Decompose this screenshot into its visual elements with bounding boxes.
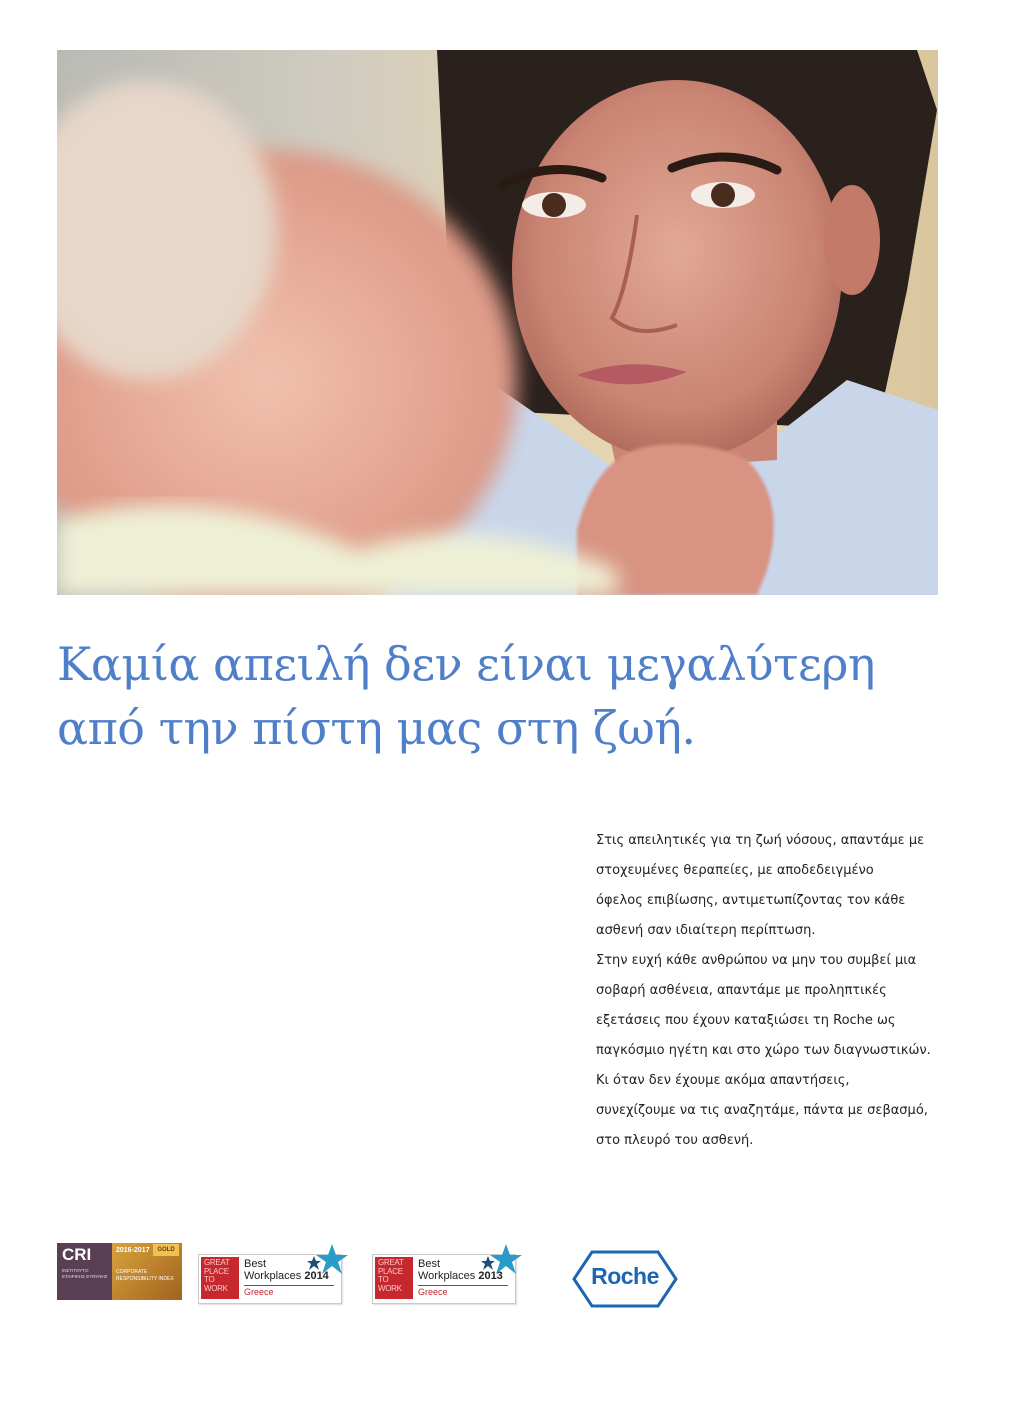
headline-line-1: Καμία απειλή δεν είναι μεγαλύτερη xyxy=(57,637,875,691)
stars-icon xyxy=(476,1244,522,1278)
body-line: όφελος επιβίωσης, αντιμετωπίζοντας τον κάθε xyxy=(596,893,906,908)
cri-years: 2016-2017 xyxy=(116,1247,150,1254)
cri-subtitle: ΙΝΣΤΙΤΟΥΤΟ ΕΤΑΙΡΙΚΗΣ ΕΥΘΥΝΗΣ xyxy=(62,1268,108,1279)
body-line: στοχευμένες θεραπείες, με αποδεδειγμένο xyxy=(596,863,874,878)
cri-title: CRI xyxy=(62,1245,92,1264)
gptw-2013-logo xyxy=(372,1248,520,1304)
body-line: σοβαρή ασθένεια, απαντάμε με προληπτικές xyxy=(596,983,887,998)
gptw-country: Greece xyxy=(418,1287,448,1297)
body-copy xyxy=(596,826,956,1156)
gptw-red-badge: GREAT PLACE TO WORK xyxy=(201,1257,239,1299)
headline-line-2: από την πίστη μας στη ζωή. xyxy=(57,701,696,755)
body-line: εξετάσεις που έχουν καταξιώσει τη Roche ως xyxy=(596,1013,896,1028)
gptw-2014-logo xyxy=(198,1248,346,1304)
gptw-best: Best xyxy=(244,1258,267,1270)
cri-rank-badge: GOLD xyxy=(153,1244,179,1256)
body-line: ασθενή σαν ιδιαίτερη περίπτωση. xyxy=(596,923,816,938)
stars-icon xyxy=(302,1244,348,1278)
gptw-year: 2013 xyxy=(478,1270,503,1282)
cri-dark-panel xyxy=(57,1243,112,1300)
body-line: Κι όταν δεν έχουμε ακόμα απαντήσεις, xyxy=(596,1073,850,1088)
cri-index-label: CORPORATE RESPONSIBILITY INDEX xyxy=(116,1269,174,1282)
roche-logo xyxy=(572,1249,678,1309)
gptw-country: Greece xyxy=(244,1287,274,1297)
cri-logo xyxy=(57,1243,182,1300)
body-line: στο πλευρό του ασθενή. xyxy=(596,1133,754,1148)
gptw-year: 2014 xyxy=(304,1270,329,1282)
gptw-red-badge: GREAT PLACE TO WORK xyxy=(375,1257,413,1299)
body-line: συνεχίζουμε να τις αναζητάμε, πάντα με σεβασμό, xyxy=(596,1103,928,1118)
gptw-divider xyxy=(418,1285,508,1286)
roche-wordmark: Roche xyxy=(591,1263,659,1289)
hero-photo xyxy=(57,50,938,595)
gptw-workplaces: Workplaces xyxy=(244,1270,302,1282)
body-line: Στην ευχή κάθε ανθρώπου να μην του συμβεί μια xyxy=(596,953,917,968)
body-line: Στις απειλητικές για τη ζωή νόσους, απαντάμε με xyxy=(596,833,925,848)
gptw-divider xyxy=(244,1285,334,1286)
gptw-workplaces: Workplaces xyxy=(418,1270,476,1282)
photo-illustration xyxy=(57,50,938,595)
body-line: παγκόσμιο ηγέτη και στο χώρο των διαγνωστικών. xyxy=(596,1043,931,1058)
gptw-best: Best xyxy=(418,1258,441,1270)
headline xyxy=(57,632,957,760)
